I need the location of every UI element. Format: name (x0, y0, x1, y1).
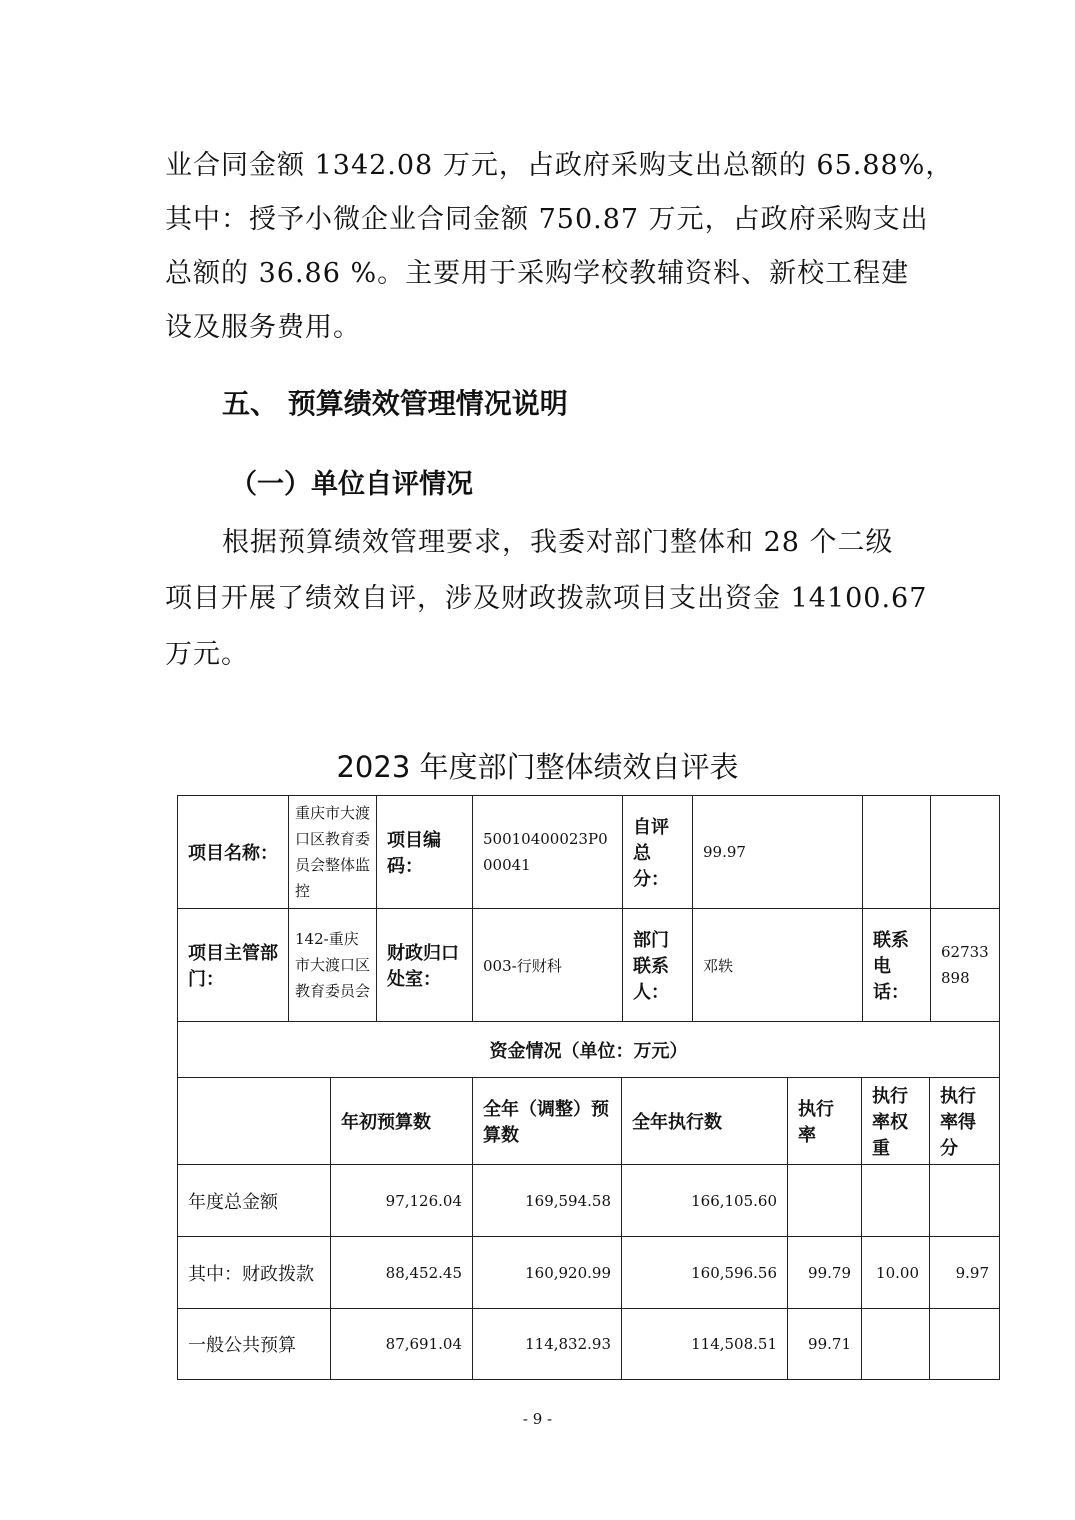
project-code-value: 50010400023P000041 (473, 796, 623, 909)
initial-budget: 88,452.45 (331, 1237, 473, 1309)
header-cell: 执行率权重 (862, 1078, 930, 1165)
phone-label: 联系电话： (863, 909, 931, 1022)
self-score-value: 99.97 (693, 796, 863, 909)
rate-score (930, 1165, 1000, 1237)
body-text-line: 总额的 36.86 %。主要用于采购学校教辅资料、新校工程建 (165, 258, 910, 289)
table-title: 2023 年度部门整体绩效自评表 (336, 750, 739, 784)
execution-rate: 99.79 (788, 1237, 862, 1309)
project-code-label: 项目编码： (377, 796, 473, 909)
adjusted-budget: 160,920.99 (473, 1237, 622, 1309)
header-cell (178, 1078, 331, 1165)
rate-weight (862, 1309, 930, 1380)
executed-amount: 160,596.56 (622, 1237, 788, 1309)
project-name-label: 项目名称： (178, 796, 289, 909)
table-row (178, 1237, 1000, 1309)
empty-cell (863, 796, 931, 909)
header-cell: 全年（调整）预算数 (473, 1078, 622, 1165)
initial-budget: 87,691.04 (331, 1309, 473, 1380)
rate-score: 9.97 (930, 1237, 1000, 1309)
rate-weight (862, 1165, 930, 1237)
finance-office-label: 财政归口处室： (377, 909, 473, 1022)
execution-rate: 99.71 (788, 1309, 862, 1380)
table-row (178, 1165, 1000, 1237)
phone-value: 62733898 (931, 909, 1000, 1022)
finance-office-value: 003-行财科 (473, 909, 623, 1022)
body-text-line: 万元。 (165, 639, 249, 670)
row-label: 年度总金额 (178, 1165, 331, 1237)
self-score-label: 自评总分： (623, 796, 693, 909)
executed-amount: 166,105.60 (622, 1165, 788, 1237)
body-text-line: 其中：授予小微企业合同金额 750.87 万元，占政府采购支出 (165, 204, 929, 235)
contact-label: 部门联系人： (623, 909, 693, 1022)
body-text-line: 项目开展了绩效自评，涉及财政拨款项目支出资金 14100.67 (165, 583, 928, 614)
table-row (178, 1309, 1000, 1380)
page-number: - 9 - (522, 1410, 553, 1428)
execution-rate (788, 1165, 862, 1237)
body-text-line: 业合同金额 1342.08 万元，占政府采购支出总额的 65.88%， (165, 150, 954, 181)
dept-value: 142-重庆市大渡口区教育委员会 (289, 909, 377, 1022)
header-cell: 年初预算数 (331, 1078, 473, 1165)
section-heading: 五、 预算绩效管理情况说明 (222, 387, 568, 420)
initial-budget: 97,126.04 (331, 1165, 473, 1237)
adjusted-budget: 169,594.58 (473, 1165, 622, 1237)
body-text-line: 设及服务费用。 (165, 312, 361, 343)
rate-score (930, 1309, 1000, 1380)
contact-value: 邓轶 (693, 909, 863, 1022)
adjusted-budget: 114,832.93 (473, 1309, 622, 1380)
fund-section-title: 资金情况（单位：万元） (178, 1022, 1000, 1078)
header-cell: 执行率 (788, 1078, 862, 1165)
info-table (177, 795, 1000, 1022)
row-label: 其中：财政拨款 (178, 1237, 331, 1309)
project-name-value: 重庆市大渡口区教育委员会整体监控 (289, 796, 377, 909)
dept-label: 项目主管部门： (178, 909, 289, 1022)
body-text-line: 根据预算绩效管理要求，我委对部门整体和 28 个二级 (222, 527, 894, 558)
rate-weight: 10.00 (862, 1237, 930, 1309)
header-cell: 全年执行数 (622, 1078, 788, 1165)
row-label: 一般公共预算 (178, 1309, 331, 1380)
sub-heading: （一）单位自评情况 (230, 469, 473, 500)
empty-cell (931, 796, 1000, 909)
fund-table (177, 1021, 1000, 1380)
executed-amount: 114,508.51 (622, 1309, 788, 1380)
header-cell: 执行率得分 (930, 1078, 1000, 1165)
